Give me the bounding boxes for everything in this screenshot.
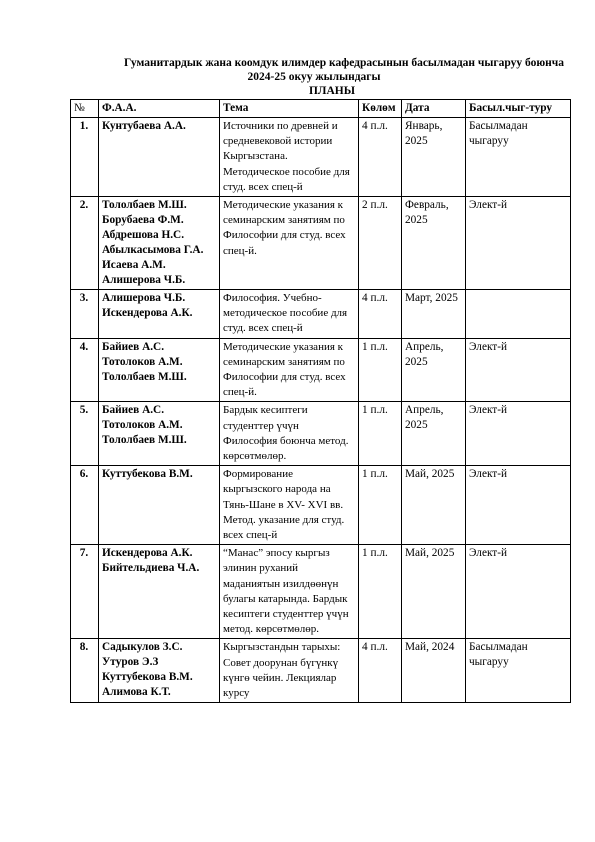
- table-header-row: [71, 100, 571, 118]
- row-topic: Кыргызстандын тарыхы: Совет доорунан бүгүнкү күнгө чейин. Лекциялар курсу: [220, 639, 359, 703]
- author-name: Абылкасымова Г.А.: [102, 244, 204, 257]
- author-name: Бийтельдиева Ч.А.: [102, 562, 200, 575]
- row-number: 3.: [71, 290, 99, 339]
- row-volume: 4 п.л.: [359, 639, 402, 703]
- row-number: 6.: [71, 466, 99, 545]
- author-name: Борубаева Ф.М.: [102, 214, 184, 227]
- row-authors: [99, 545, 220, 639]
- author-name: Алимова К.Т.: [102, 686, 171, 699]
- table-row: [71, 466, 571, 545]
- heading-line-1: Гуманитардык жана коомдук илимдер кафедрасынын басылмадан чыгаруу боюнча: [124, 57, 564, 69]
- table-row: [71, 639, 571, 703]
- author-name: Тололбаев М.Ш.: [102, 434, 187, 447]
- row-number: 5.: [71, 402, 99, 466]
- table-row: [71, 197, 571, 290]
- header-publish: Басыл.чыг-туру: [466, 100, 571, 118]
- row-date: Май, 2025: [402, 545, 466, 639]
- row-volume: 4 п.л.: [359, 118, 402, 197]
- row-publish: Элект-й: [466, 338, 571, 402]
- row-authors: [99, 118, 220, 197]
- author-name: Искендерова А.К.: [102, 307, 193, 320]
- row-volume: 1 п.л.: [359, 545, 402, 639]
- heading-line-3: ПЛАНЫ: [308, 85, 356, 97]
- row-date: Январь, 2025: [402, 118, 466, 197]
- row-volume: 4 п.л.: [359, 290, 402, 339]
- author-name: Кунтубаева А.А.: [102, 120, 186, 132]
- author-name: Алишерова Ч.Б.: [102, 292, 186, 305]
- row-number: 2.: [71, 197, 99, 290]
- row-date: Февраль, 2025: [402, 197, 466, 290]
- table-body: [71, 118, 571, 703]
- row-publish: Басылмадан чыгаруу: [466, 639, 571, 703]
- row-date: Апрель, 2025: [402, 338, 466, 402]
- table-row: [71, 402, 571, 466]
- author-name: Тотолоков А.М.: [102, 355, 183, 368]
- row-number: 4.: [71, 338, 99, 402]
- header-volume: Көлөм: [359, 100, 402, 118]
- row-topic: Методические указания к семинарским занятиям по Философии для студ. всех спец-й.: [220, 338, 359, 402]
- header-date: Дата: [402, 100, 466, 118]
- author-name: Тололбаев М.Ш.: [102, 199, 187, 212]
- author-name: Абдрешова Н.С.: [102, 229, 185, 242]
- row-date: Март, 2025: [402, 290, 466, 339]
- author-name: Алишерова Ч.Б.: [102, 274, 186, 287]
- header-topic: Тема: [220, 100, 359, 118]
- table-row: [71, 545, 571, 639]
- heading-line-2: 2024-25 окуу жылындагы: [247, 71, 381, 83]
- author-name: Исаева А.М.: [102, 259, 166, 272]
- document-heading: [70, 56, 570, 98]
- row-publish: Элект-й: [466, 545, 571, 639]
- author-name: Байиев А.С.: [102, 340, 165, 353]
- row-topic: Методические указания к семинарским занятиям по Философии для студ. всех спец-й.: [220, 197, 359, 290]
- row-topic: Формирование кыргызского народа на Тянь-Шане в XV- XVI вв. Метод. указание для студ. всех спец-й: [220, 466, 359, 545]
- row-publish: Басылмадан чыгаруу: [466, 118, 571, 197]
- header-num: №: [71, 100, 99, 118]
- row-date: Апрель, 2025: [402, 402, 466, 466]
- row-number: 7.: [71, 545, 99, 639]
- row-volume: 1 п.л.: [359, 338, 402, 402]
- row-publish: Элект-й: [466, 402, 571, 466]
- publication-plan-table: [70, 99, 571, 703]
- row-authors: [99, 402, 220, 466]
- author-name: Утуров Э.З: [102, 656, 159, 669]
- table-row: [71, 290, 571, 339]
- author-name: Куттубекова В.М.: [102, 468, 193, 481]
- author-name: Тололбаев М.Ш.: [102, 370, 187, 383]
- row-authors: [99, 197, 220, 290]
- row-publish: [466, 290, 571, 339]
- row-authors: [99, 466, 220, 545]
- row-topic: Источники по древней и средневековой истории Кыргызстана. Методическое пособие для студ. всех спец-й: [220, 118, 359, 197]
- row-topic: Философия. Учебно-методическое пособие для студ. всех спец-й: [220, 290, 359, 339]
- author-name: Искендерова А.К.: [102, 547, 193, 560]
- header-fio: Ф.А.А.: [99, 100, 220, 118]
- row-volume: 2 п.л.: [359, 197, 402, 290]
- row-authors: [99, 639, 220, 703]
- row-volume: 1 п.л.: [359, 466, 402, 545]
- table-row: [71, 338, 571, 402]
- row-volume: 1 п.л.: [359, 402, 402, 466]
- row-publish: Элект-й: [466, 466, 571, 545]
- row-number: 1.: [71, 118, 99, 197]
- table-row: [71, 118, 571, 197]
- row-authors: [99, 338, 220, 402]
- row-date: Май, 2024: [402, 639, 466, 703]
- row-number: 8.: [71, 639, 99, 703]
- author-name: Садыкулов З.С.: [102, 641, 183, 654]
- row-topic: Бардык кесиптеги студенттер үчүн Философия боюнча метод. көрсөтмөлөр.: [220, 402, 359, 466]
- author-name: Байиев А.С.: [102, 404, 165, 417]
- row-authors: [99, 290, 220, 339]
- row-publish: Элект-й: [466, 197, 571, 290]
- author-name: Тотолоков А.М.: [102, 419, 183, 432]
- row-topic: “Манас” эпосу кыргыз элинин руханий маданиятын изилдөөнүн булагы катарында. Бардык кесиптеги студенттер үчүн метод. көрсөтмөлөр.: [220, 545, 359, 639]
- row-date: Май, 2025: [402, 466, 466, 545]
- author-name: Куттубекова В.М.: [102, 671, 193, 684]
